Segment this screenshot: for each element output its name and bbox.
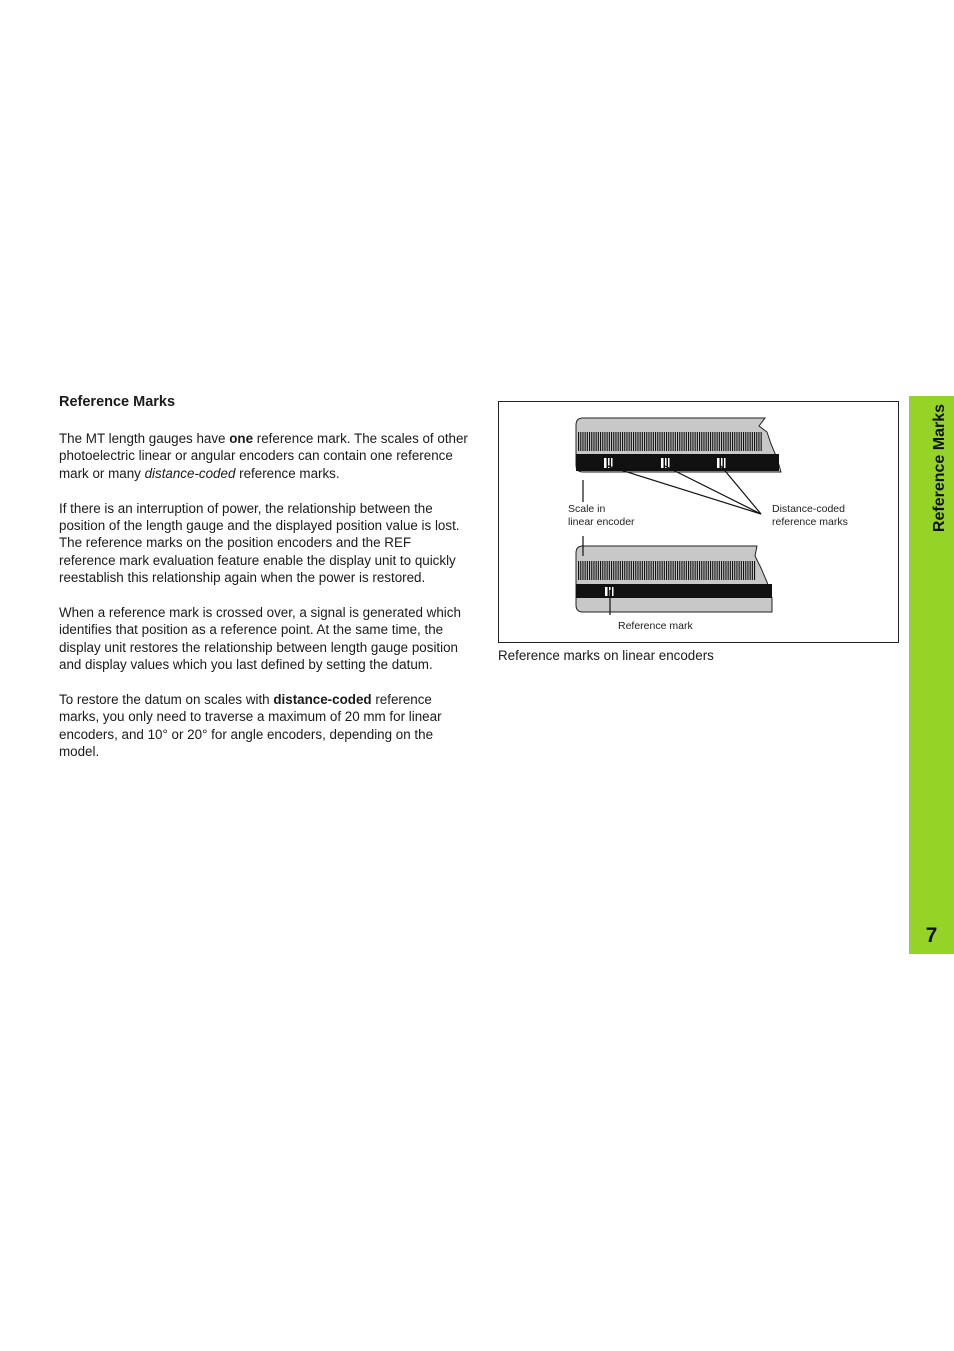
graduation-line [651, 432, 652, 451]
lower-scale [576, 546, 772, 612]
graduation-line [633, 432, 634, 451]
graduation-line [714, 432, 715, 451]
graduation-line [635, 432, 636, 451]
graduation-line [721, 561, 722, 580]
graduation-line [640, 432, 641, 451]
graduation-line [741, 561, 742, 580]
graduation-line [728, 432, 729, 451]
figure-caption: Reference marks on linear encoders [498, 648, 714, 663]
graduation-line [717, 432, 718, 451]
graduation-line [673, 561, 674, 580]
graduation-line [688, 561, 689, 580]
graduation-line [591, 432, 592, 451]
graduation-line [578, 561, 579, 580]
graduation-line [754, 561, 755, 580]
graduation-line [644, 561, 645, 580]
graduation-line [745, 432, 746, 451]
graduation-line [679, 432, 680, 451]
graduation-line [664, 561, 665, 580]
graduation-line [646, 432, 647, 451]
graduation-line [637, 561, 638, 580]
graduation-line [701, 561, 702, 580]
graduation-line [743, 561, 744, 580]
graduation-line [686, 561, 687, 580]
graduation-line [613, 561, 614, 580]
graduation-line [710, 561, 711, 580]
graduation-line [754, 432, 755, 451]
graduation-line [607, 432, 608, 451]
graduation-line [728, 561, 729, 580]
graduation-line [591, 561, 592, 580]
graduation-line [701, 432, 702, 451]
graduation-line [629, 561, 630, 580]
graduation-line [657, 561, 658, 580]
graduation-line [642, 432, 643, 451]
text-run: reference mark. The scales of other photoelectric linear or angular encoders can contain one reference mark or many [59, 431, 468, 481]
text-run: distance-coded [144, 465, 236, 481]
graduation-line [596, 561, 597, 580]
graduation-line [655, 561, 656, 580]
graduation-line [615, 432, 616, 451]
graduation-line [717, 561, 718, 580]
label-scale-in-linear-encoder: Scale in linear encoder [568, 503, 635, 528]
graduation-line [618, 432, 619, 451]
graduation-line [655, 432, 656, 451]
graduation-line [613, 432, 614, 451]
graduation-line [677, 432, 678, 451]
graduation-line [600, 432, 601, 451]
graduation-line [598, 561, 599, 580]
graduation-line [585, 561, 586, 580]
graduation-line [730, 561, 731, 580]
graduation-line [666, 561, 667, 580]
graduation-line [675, 561, 676, 580]
text-run: The MT length gauges have [59, 431, 230, 446]
graduation-line [723, 561, 724, 580]
graduation-line [653, 432, 654, 451]
graduation-line [631, 561, 632, 580]
graduation-line [756, 432, 757, 451]
graduation-line [734, 561, 735, 580]
graduation-line [604, 561, 605, 580]
graduation-line [666, 432, 667, 451]
graduation-line [739, 432, 740, 451]
graduation-line [602, 432, 603, 451]
graduation-line [653, 561, 654, 580]
graduation-line [719, 432, 720, 451]
graduation-line [750, 432, 751, 451]
graduation-line [611, 561, 612, 580]
graduation-line [615, 561, 616, 580]
graduation-line [648, 561, 649, 580]
text-run: reference marks. [235, 465, 340, 481]
graduation-line [633, 561, 634, 580]
paragraph-crossing-reference: When a reference mark is crossed over, a signal is generated which identifies that position as a reference point. At the same time, the display unit restores the relationship between length gauge position and display values which you last defined by setting the datum. [59, 605, 461, 673]
graduation-line [618, 561, 619, 580]
section-heading: Reference Marks [59, 394, 176, 410]
graduation-line [609, 561, 610, 580]
graduation-line [736, 432, 737, 451]
graduation-line [620, 432, 621, 451]
graduation-line [690, 561, 691, 580]
graduation-line [662, 561, 663, 580]
graduation-line [697, 432, 698, 451]
graduation-line [670, 432, 671, 451]
lower-reference-mark [605, 587, 614, 596]
graduation-line [635, 561, 636, 580]
graduation-line [736, 561, 737, 580]
graduation-line [662, 432, 663, 451]
graduation-line [589, 432, 590, 451]
graduation-line [688, 432, 689, 451]
graduation-line [659, 432, 660, 451]
graduation-line [761, 432, 762, 451]
graduation-line [664, 432, 665, 451]
graduation-line [644, 432, 645, 451]
graduation-line [670, 561, 671, 580]
graduation-line [758, 432, 759, 451]
graduation-line [723, 432, 724, 451]
graduation-line [600, 561, 601, 580]
text-run: To restore the datum on scales with [59, 692, 274, 708]
graduation-line [690, 432, 691, 451]
graduation-line [684, 432, 685, 451]
graduation-line [721, 432, 722, 451]
graduation-line [582, 432, 583, 451]
graduation-line [708, 561, 709, 580]
graduation-line [708, 432, 709, 451]
graduation-line [611, 432, 612, 451]
graduation-line [637, 432, 638, 451]
graduation-line [648, 432, 649, 451]
graduation-line [587, 561, 588, 580]
graduation-line [629, 432, 630, 451]
graduation-line [725, 432, 726, 451]
graduation-line [712, 561, 713, 580]
text-run: distance-coded [273, 692, 372, 708]
graduation-line [624, 432, 625, 451]
graduation-line [692, 561, 693, 580]
graduation-line [699, 432, 700, 451]
graduation-line [596, 432, 597, 451]
graduation-line [626, 561, 627, 580]
graduation-line [651, 561, 652, 580]
upper-scale [576, 418, 781, 472]
graduation-line [697, 561, 698, 580]
graduation-line [578, 432, 579, 451]
graduation-line [668, 432, 669, 451]
graduation-line [730, 432, 731, 451]
paragraph-power-interruption: If there is an interruption of power, the relationship between the position of the length gauge and the displayed position value is lost. The reference marks on the position encoders and the REF reference mark evaluation feature enable the display unit to quickly reestablish this relationship again when the power is restored. [59, 500, 460, 586]
page-number: 7 [925, 924, 938, 947]
graduation-line [699, 561, 700, 580]
graduation-line [732, 561, 733, 580]
graduation-line [706, 561, 707, 580]
graduation-line [679, 561, 680, 580]
graduation-line [585, 432, 586, 451]
graduation-line [580, 432, 581, 451]
text-run: reference marks, you only need to traverse a maximum of 20 mm for linear encoders, and 10° or 20° for angle encoders, depending on the model. [59, 692, 442, 760]
graduation-line [646, 561, 647, 580]
graduation-line [673, 432, 674, 451]
graduation-line [725, 561, 726, 580]
graduation-line [587, 432, 588, 451]
graduation-line [714, 561, 715, 580]
graduation-line [747, 561, 748, 580]
chapter-side-tab [909, 396, 954, 954]
graduation-line [668, 561, 669, 580]
graduation-line [752, 561, 753, 580]
encoder-figure [498, 401, 899, 643]
graduation-line [734, 432, 735, 451]
graduation-line [739, 561, 740, 580]
graduation-line [712, 432, 713, 451]
graduation-line [675, 432, 676, 451]
graduation-line [741, 432, 742, 451]
graduation-line [703, 561, 704, 580]
graduation-line [640, 561, 641, 580]
graduation-line [703, 432, 704, 451]
paragraph-distance-coded [59, 691, 469, 761]
graduation-line [732, 432, 733, 451]
graduation-line [677, 561, 678, 580]
text-run: one [229, 431, 254, 446]
paragraph-gauges-intro [59, 430, 469, 482]
graduation-line [657, 432, 658, 451]
graduation-line [695, 561, 696, 580]
graduation-line [582, 561, 583, 580]
graduation-line [624, 561, 625, 580]
graduation-line [710, 432, 711, 451]
graduation-line [598, 432, 599, 451]
graduation-line [692, 432, 693, 451]
graduation-line [752, 432, 753, 451]
graduation-line [750, 561, 751, 580]
side-tab-title: Reference Marks [931, 404, 948, 533]
graduation-line [681, 561, 682, 580]
graduation-line [604, 432, 605, 451]
lower-graduation [578, 561, 755, 580]
graduation-line [686, 432, 687, 451]
graduation-line [745, 561, 746, 580]
graduation-line [609, 432, 610, 451]
graduation-line [607, 561, 608, 580]
label-reference-mark: Reference mark [618, 620, 693, 632]
graduation-line [631, 432, 632, 451]
graduation-line [706, 432, 707, 451]
graduation-line [620, 561, 621, 580]
label-distance-coded-marks: Distance-coded reference marks [772, 503, 848, 528]
graduation-line [622, 561, 623, 580]
graduation-line [659, 561, 660, 580]
body-text [59, 430, 469, 778]
graduation-line [719, 561, 720, 580]
graduation-line [622, 432, 623, 451]
graduation-line [684, 561, 685, 580]
graduation-line [743, 432, 744, 451]
graduation-line [747, 432, 748, 451]
graduation-line [589, 561, 590, 580]
graduation-line [681, 432, 682, 451]
graduation-line [602, 561, 603, 580]
graduation-line [580, 561, 581, 580]
graduation-line [626, 432, 627, 451]
graduation-line [593, 561, 594, 580]
graduation-line [695, 432, 696, 451]
graduation-line [642, 561, 643, 580]
graduation-line [593, 432, 594, 451]
